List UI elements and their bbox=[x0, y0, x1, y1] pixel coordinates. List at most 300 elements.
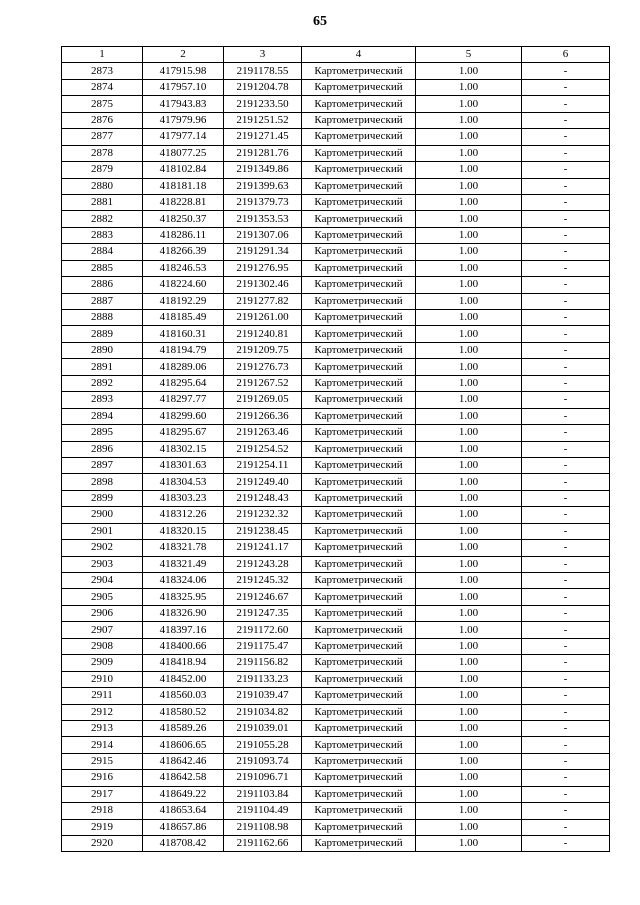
method-cell: Картометрический bbox=[302, 556, 416, 572]
table-row bbox=[62, 129, 610, 145]
y-coordinate-cell: 2191267.52 bbox=[224, 375, 302, 391]
note-cell: - bbox=[522, 293, 610, 309]
note-cell: - bbox=[522, 556, 610, 572]
point-number-cell: 2884 bbox=[62, 244, 143, 260]
accuracy-cell: 1.00 bbox=[416, 803, 522, 819]
note-cell: - bbox=[522, 819, 610, 835]
x-coordinate-cell: 418653.64 bbox=[143, 803, 224, 819]
table-row bbox=[62, 260, 610, 276]
method-cell: Картометрический bbox=[302, 211, 416, 227]
note-cell: - bbox=[522, 194, 610, 210]
point-number-cell: 2902 bbox=[62, 540, 143, 556]
method-cell: Картометрический bbox=[302, 836, 416, 852]
note-cell: - bbox=[522, 671, 610, 687]
x-coordinate-cell: 418642.58 bbox=[143, 770, 224, 786]
x-coordinate-cell: 418326.90 bbox=[143, 605, 224, 621]
y-coordinate-cell: 2191379.73 bbox=[224, 194, 302, 210]
x-coordinate-cell: 417977.14 bbox=[143, 129, 224, 145]
y-coordinate-cell: 2191108.98 bbox=[224, 819, 302, 835]
point-number-cell: 2909 bbox=[62, 655, 143, 671]
method-cell: Картометрический bbox=[302, 162, 416, 178]
method-cell: Картометрический bbox=[302, 63, 416, 79]
x-coordinate-cell: 417915.98 bbox=[143, 63, 224, 79]
column-header: 5 bbox=[416, 47, 522, 63]
point-number-cell: 2885 bbox=[62, 260, 143, 276]
point-number-cell: 2904 bbox=[62, 573, 143, 589]
note-cell: - bbox=[522, 244, 610, 260]
table-row bbox=[62, 178, 610, 194]
table-row bbox=[62, 688, 610, 704]
note-cell: - bbox=[522, 770, 610, 786]
point-number-cell: 2883 bbox=[62, 227, 143, 243]
x-coordinate-cell: 418286.11 bbox=[143, 227, 224, 243]
method-cell: Картометрический bbox=[302, 688, 416, 704]
method-cell: Картометрический bbox=[302, 704, 416, 720]
y-coordinate-cell: 2191204.78 bbox=[224, 79, 302, 95]
method-cell: Картометрический bbox=[302, 79, 416, 95]
table-row bbox=[62, 392, 610, 408]
accuracy-cell: 1.00 bbox=[416, 556, 522, 572]
y-coordinate-cell: 2191175.47 bbox=[224, 638, 302, 654]
note-cell: - bbox=[522, 342, 610, 358]
accuracy-cell: 1.00 bbox=[416, 178, 522, 194]
table-row bbox=[62, 342, 610, 358]
y-coordinate-cell: 2191251.52 bbox=[224, 112, 302, 128]
method-cell: Картометрический bbox=[302, 622, 416, 638]
y-coordinate-cell: 2191103.84 bbox=[224, 786, 302, 802]
y-coordinate-cell: 2191243.28 bbox=[224, 556, 302, 572]
y-coordinate-cell: 2191055.28 bbox=[224, 737, 302, 753]
accuracy-cell: 1.00 bbox=[416, 655, 522, 671]
y-coordinate-cell: 2191271.45 bbox=[224, 129, 302, 145]
point-number-cell: 2908 bbox=[62, 638, 143, 654]
point-number-cell: 2918 bbox=[62, 803, 143, 819]
accuracy-cell: 1.00 bbox=[416, 293, 522, 309]
x-coordinate-cell: 418324.06 bbox=[143, 573, 224, 589]
table-body bbox=[62, 63, 610, 852]
accuracy-cell: 1.00 bbox=[416, 720, 522, 736]
y-coordinate-cell: 2191209.75 bbox=[224, 342, 302, 358]
method-cell: Картометрический bbox=[302, 326, 416, 342]
note-cell: - bbox=[522, 441, 610, 457]
point-number-cell: 2893 bbox=[62, 392, 143, 408]
x-coordinate-cell: 418289.06 bbox=[143, 359, 224, 375]
y-coordinate-cell: 2191291.34 bbox=[224, 244, 302, 260]
y-coordinate-cell: 2191104.49 bbox=[224, 803, 302, 819]
table-row bbox=[62, 194, 610, 210]
note-cell: - bbox=[522, 112, 610, 128]
table-row bbox=[62, 737, 610, 753]
method-cell: Картометрический bbox=[302, 786, 416, 802]
accuracy-cell: 1.00 bbox=[416, 408, 522, 424]
accuracy-cell: 1.00 bbox=[416, 145, 522, 161]
column-header: 3 bbox=[224, 47, 302, 63]
accuracy-cell: 1.00 bbox=[416, 589, 522, 605]
y-coordinate-cell: 2191276.73 bbox=[224, 359, 302, 375]
note-cell: - bbox=[522, 79, 610, 95]
point-number-cell: 2919 bbox=[62, 819, 143, 835]
table-row bbox=[62, 326, 610, 342]
point-number-cell: 2878 bbox=[62, 145, 143, 161]
method-cell: Картометрический bbox=[302, 819, 416, 835]
table-row bbox=[62, 162, 610, 178]
x-coordinate-cell: 418194.79 bbox=[143, 342, 224, 358]
point-number-cell: 2906 bbox=[62, 605, 143, 621]
accuracy-cell: 1.00 bbox=[416, 96, 522, 112]
point-number-cell: 2895 bbox=[62, 425, 143, 441]
table-row bbox=[62, 589, 610, 605]
table-row bbox=[62, 293, 610, 309]
point-number-cell: 2896 bbox=[62, 441, 143, 457]
table-row bbox=[62, 310, 610, 326]
table-row bbox=[62, 277, 610, 293]
x-coordinate-cell: 418266.39 bbox=[143, 244, 224, 260]
column-header: 1 bbox=[62, 47, 143, 63]
y-coordinate-cell: 2191307.06 bbox=[224, 227, 302, 243]
x-coordinate-cell: 418246.53 bbox=[143, 260, 224, 276]
note-cell: - bbox=[522, 359, 610, 375]
table-row bbox=[62, 671, 610, 687]
column-header: 2 bbox=[143, 47, 224, 63]
note-cell: - bbox=[522, 178, 610, 194]
column-header: 4 bbox=[302, 47, 416, 63]
accuracy-cell: 1.00 bbox=[416, 523, 522, 539]
y-coordinate-cell: 2191302.46 bbox=[224, 277, 302, 293]
note-cell: - bbox=[522, 655, 610, 671]
x-coordinate-cell: 418657.86 bbox=[143, 819, 224, 835]
note-cell: - bbox=[522, 392, 610, 408]
accuracy-cell: 1.00 bbox=[416, 605, 522, 621]
point-number-cell: 2875 bbox=[62, 96, 143, 112]
method-cell: Картометрический bbox=[302, 671, 416, 687]
x-coordinate-cell: 418295.64 bbox=[143, 375, 224, 391]
x-coordinate-cell: 418312.26 bbox=[143, 507, 224, 523]
method-cell: Картометрический bbox=[302, 277, 416, 293]
accuracy-cell: 1.00 bbox=[416, 622, 522, 638]
x-coordinate-cell: 418301.63 bbox=[143, 457, 224, 473]
note-cell: - bbox=[522, 753, 610, 769]
x-coordinate-cell: 418185.49 bbox=[143, 310, 224, 326]
table-row bbox=[62, 441, 610, 457]
point-number-cell: 2880 bbox=[62, 178, 143, 194]
table-header-row bbox=[62, 47, 610, 63]
y-coordinate-cell: 2191276.95 bbox=[224, 260, 302, 276]
y-coordinate-cell: 2191093.74 bbox=[224, 753, 302, 769]
y-coordinate-cell: 2191247.35 bbox=[224, 605, 302, 621]
note-cell: - bbox=[522, 786, 610, 802]
point-number-cell: 2901 bbox=[62, 523, 143, 539]
x-coordinate-cell: 417957.10 bbox=[143, 79, 224, 95]
accuracy-cell: 1.00 bbox=[416, 490, 522, 506]
table-row bbox=[62, 227, 610, 243]
note-cell: - bbox=[522, 96, 610, 112]
method-cell: Картометрический bbox=[302, 375, 416, 391]
accuracy-cell: 1.00 bbox=[416, 260, 522, 276]
method-cell: Картометрический bbox=[302, 359, 416, 375]
note-cell: - bbox=[522, 688, 610, 704]
accuracy-cell: 1.00 bbox=[416, 474, 522, 490]
x-coordinate-cell: 418642.46 bbox=[143, 753, 224, 769]
x-coordinate-cell: 418580.52 bbox=[143, 704, 224, 720]
table-row bbox=[62, 803, 610, 819]
point-number-cell: 2910 bbox=[62, 671, 143, 687]
table-row bbox=[62, 375, 610, 391]
x-coordinate-cell: 418299.60 bbox=[143, 408, 224, 424]
table-row bbox=[62, 112, 610, 128]
x-coordinate-cell: 418228.81 bbox=[143, 194, 224, 210]
x-coordinate-cell: 418250.37 bbox=[143, 211, 224, 227]
point-number-cell: 2897 bbox=[62, 457, 143, 473]
accuracy-cell: 1.00 bbox=[416, 375, 522, 391]
x-coordinate-cell: 418560.03 bbox=[143, 688, 224, 704]
method-cell: Картометрический bbox=[302, 425, 416, 441]
page-number: 65 bbox=[313, 14, 327, 29]
x-coordinate-cell: 418304.53 bbox=[143, 474, 224, 490]
accuracy-cell: 1.00 bbox=[416, 310, 522, 326]
y-coordinate-cell: 2191156.82 bbox=[224, 655, 302, 671]
note-cell: - bbox=[522, 605, 610, 621]
note-cell: - bbox=[522, 490, 610, 506]
y-coordinate-cell: 2191248.43 bbox=[224, 490, 302, 506]
y-coordinate-cell: 2191133.23 bbox=[224, 671, 302, 687]
x-coordinate-cell: 418303.23 bbox=[143, 490, 224, 506]
table-row bbox=[62, 408, 610, 424]
note-cell: - bbox=[522, 425, 610, 441]
note-cell: - bbox=[522, 211, 610, 227]
accuracy-cell: 1.00 bbox=[416, 129, 522, 145]
point-number-cell: 2900 bbox=[62, 507, 143, 523]
note-cell: - bbox=[522, 803, 610, 819]
accuracy-cell: 1.00 bbox=[416, 786, 522, 802]
accuracy-cell: 1.00 bbox=[416, 342, 522, 358]
accuracy-cell: 1.00 bbox=[416, 573, 522, 589]
method-cell: Картометрический bbox=[302, 753, 416, 769]
y-coordinate-cell: 2191281.76 bbox=[224, 145, 302, 161]
method-cell: Картометрический bbox=[302, 638, 416, 654]
table-row bbox=[62, 655, 610, 671]
method-cell: Картометрический bbox=[302, 490, 416, 506]
accuracy-cell: 1.00 bbox=[416, 753, 522, 769]
note-cell: - bbox=[522, 326, 610, 342]
point-number-cell: 2890 bbox=[62, 342, 143, 358]
point-number-cell: 2905 bbox=[62, 589, 143, 605]
note-cell: - bbox=[522, 720, 610, 736]
y-coordinate-cell: 2191263.46 bbox=[224, 425, 302, 441]
table-row bbox=[62, 540, 610, 556]
note-cell: - bbox=[522, 622, 610, 638]
point-number-cell: 2894 bbox=[62, 408, 143, 424]
note-cell: - bbox=[522, 162, 610, 178]
accuracy-cell: 1.00 bbox=[416, 211, 522, 227]
accuracy-cell: 1.00 bbox=[416, 704, 522, 720]
accuracy-cell: 1.00 bbox=[416, 737, 522, 753]
table-row bbox=[62, 490, 610, 506]
point-number-cell: 2892 bbox=[62, 375, 143, 391]
x-coordinate-cell: 418400.66 bbox=[143, 638, 224, 654]
accuracy-cell: 1.00 bbox=[416, 326, 522, 342]
accuracy-cell: 1.00 bbox=[416, 688, 522, 704]
x-coordinate-cell: 418606.65 bbox=[143, 737, 224, 753]
method-cell: Картометрический bbox=[302, 310, 416, 326]
method-cell: Картометрический bbox=[302, 441, 416, 457]
method-cell: Картометрический bbox=[302, 573, 416, 589]
table-row bbox=[62, 786, 610, 802]
accuracy-cell: 1.00 bbox=[416, 425, 522, 441]
y-coordinate-cell: 2191034.82 bbox=[224, 704, 302, 720]
point-number-cell: 2891 bbox=[62, 359, 143, 375]
x-coordinate-cell: 418102.84 bbox=[143, 162, 224, 178]
method-cell: Картометрический bbox=[302, 507, 416, 523]
note-cell: - bbox=[522, 145, 610, 161]
accuracy-cell: 1.00 bbox=[416, 112, 522, 128]
accuracy-cell: 1.00 bbox=[416, 819, 522, 835]
note-cell: - bbox=[522, 737, 610, 753]
x-coordinate-cell: 417943.83 bbox=[143, 96, 224, 112]
table-row bbox=[62, 638, 610, 654]
method-cell: Картометрический bbox=[302, 408, 416, 424]
column-header: 6 bbox=[522, 47, 610, 63]
note-cell: - bbox=[522, 375, 610, 391]
y-coordinate-cell: 2191349.86 bbox=[224, 162, 302, 178]
table-row bbox=[62, 474, 610, 490]
point-number-cell: 2914 bbox=[62, 737, 143, 753]
x-coordinate-cell: 418224.60 bbox=[143, 277, 224, 293]
y-coordinate-cell: 2191277.82 bbox=[224, 293, 302, 309]
table-row bbox=[62, 359, 610, 375]
note-cell: - bbox=[522, 474, 610, 490]
table-row bbox=[62, 573, 610, 589]
accuracy-cell: 1.00 bbox=[416, 441, 522, 457]
note-cell: - bbox=[522, 540, 610, 556]
table-row bbox=[62, 523, 610, 539]
point-number-cell: 2915 bbox=[62, 753, 143, 769]
note-cell: - bbox=[522, 457, 610, 473]
point-number-cell: 2888 bbox=[62, 310, 143, 326]
y-coordinate-cell: 2191238.45 bbox=[224, 523, 302, 539]
table-row bbox=[62, 819, 610, 835]
note-cell: - bbox=[522, 408, 610, 424]
note-cell: - bbox=[522, 227, 610, 243]
method-cell: Картометрический bbox=[302, 770, 416, 786]
point-number-cell: 2882 bbox=[62, 211, 143, 227]
table-row bbox=[62, 145, 610, 161]
method-cell: Картометрический bbox=[302, 605, 416, 621]
table-row bbox=[62, 244, 610, 260]
x-coordinate-cell: 418418.94 bbox=[143, 655, 224, 671]
method-cell: Картометрический bbox=[302, 293, 416, 309]
x-coordinate-cell: 418452.00 bbox=[143, 671, 224, 687]
accuracy-cell: 1.00 bbox=[416, 79, 522, 95]
note-cell: - bbox=[522, 277, 610, 293]
method-cell: Картометрический bbox=[302, 457, 416, 473]
accuracy-cell: 1.00 bbox=[416, 638, 522, 654]
point-number-cell: 2876 bbox=[62, 112, 143, 128]
method-cell: Картометрический bbox=[302, 112, 416, 128]
x-coordinate-cell: 418321.78 bbox=[143, 540, 224, 556]
y-coordinate-cell: 2191172.60 bbox=[224, 622, 302, 638]
x-coordinate-cell: 418192.29 bbox=[143, 293, 224, 309]
x-coordinate-cell: 418589.26 bbox=[143, 720, 224, 736]
y-coordinate-cell: 2191399.63 bbox=[224, 178, 302, 194]
note-cell: - bbox=[522, 573, 610, 589]
x-coordinate-cell: 418320.15 bbox=[143, 523, 224, 539]
y-coordinate-cell: 2191241.17 bbox=[224, 540, 302, 556]
point-number-cell: 2874 bbox=[62, 79, 143, 95]
y-coordinate-cell: 2191178.55 bbox=[224, 63, 302, 79]
point-number-cell: 2877 bbox=[62, 129, 143, 145]
y-coordinate-cell: 2191261.00 bbox=[224, 310, 302, 326]
coordinates-table bbox=[61, 46, 610, 852]
table-row bbox=[62, 507, 610, 523]
point-number-cell: 2881 bbox=[62, 194, 143, 210]
y-coordinate-cell: 2191240.81 bbox=[224, 326, 302, 342]
note-cell: - bbox=[522, 63, 610, 79]
table-row bbox=[62, 457, 610, 473]
point-number-cell: 2879 bbox=[62, 162, 143, 178]
y-coordinate-cell: 2191162.66 bbox=[224, 836, 302, 852]
x-coordinate-cell: 418397.16 bbox=[143, 622, 224, 638]
accuracy-cell: 1.00 bbox=[416, 194, 522, 210]
y-coordinate-cell: 2191232.32 bbox=[224, 507, 302, 523]
point-number-cell: 2889 bbox=[62, 326, 143, 342]
table-row bbox=[62, 622, 610, 638]
note-cell: - bbox=[522, 310, 610, 326]
method-cell: Картометрический bbox=[302, 392, 416, 408]
accuracy-cell: 1.00 bbox=[416, 392, 522, 408]
method-cell: Картометрический bbox=[302, 227, 416, 243]
x-coordinate-cell: 418160.31 bbox=[143, 326, 224, 342]
y-coordinate-cell: 2191266.36 bbox=[224, 408, 302, 424]
note-cell: - bbox=[522, 704, 610, 720]
y-coordinate-cell: 2191254.52 bbox=[224, 441, 302, 457]
note-cell: - bbox=[522, 589, 610, 605]
method-cell: Картометрический bbox=[302, 737, 416, 753]
accuracy-cell: 1.00 bbox=[416, 507, 522, 523]
table-row bbox=[62, 425, 610, 441]
method-cell: Картометрический bbox=[302, 523, 416, 539]
note-cell: - bbox=[522, 129, 610, 145]
x-coordinate-cell: 417979.96 bbox=[143, 112, 224, 128]
point-number-cell: 2898 bbox=[62, 474, 143, 490]
point-number-cell: 2903 bbox=[62, 556, 143, 572]
method-cell: Картометрический bbox=[302, 803, 416, 819]
method-cell: Картометрический bbox=[302, 540, 416, 556]
accuracy-cell: 1.00 bbox=[416, 277, 522, 293]
accuracy-cell: 1.00 bbox=[416, 162, 522, 178]
point-number-cell: 2920 bbox=[62, 836, 143, 852]
note-cell: - bbox=[522, 523, 610, 539]
table-row bbox=[62, 79, 610, 95]
note-cell: - bbox=[522, 836, 610, 852]
y-coordinate-cell: 2191233.50 bbox=[224, 96, 302, 112]
table-row bbox=[62, 720, 610, 736]
table-row bbox=[62, 836, 610, 852]
accuracy-cell: 1.00 bbox=[416, 836, 522, 852]
x-coordinate-cell: 418708.42 bbox=[143, 836, 224, 852]
point-number-cell: 2913 bbox=[62, 720, 143, 736]
table-row bbox=[62, 770, 610, 786]
table-row bbox=[62, 556, 610, 572]
accuracy-cell: 1.00 bbox=[416, 540, 522, 556]
x-coordinate-cell: 418297.77 bbox=[143, 392, 224, 408]
accuracy-cell: 1.00 bbox=[416, 457, 522, 473]
y-coordinate-cell: 2191246.67 bbox=[224, 589, 302, 605]
point-number-cell: 2911 bbox=[62, 688, 143, 704]
y-coordinate-cell: 2191269.05 bbox=[224, 392, 302, 408]
method-cell: Картометрический bbox=[302, 589, 416, 605]
point-number-cell: 2907 bbox=[62, 622, 143, 638]
point-number-cell: 2916 bbox=[62, 770, 143, 786]
